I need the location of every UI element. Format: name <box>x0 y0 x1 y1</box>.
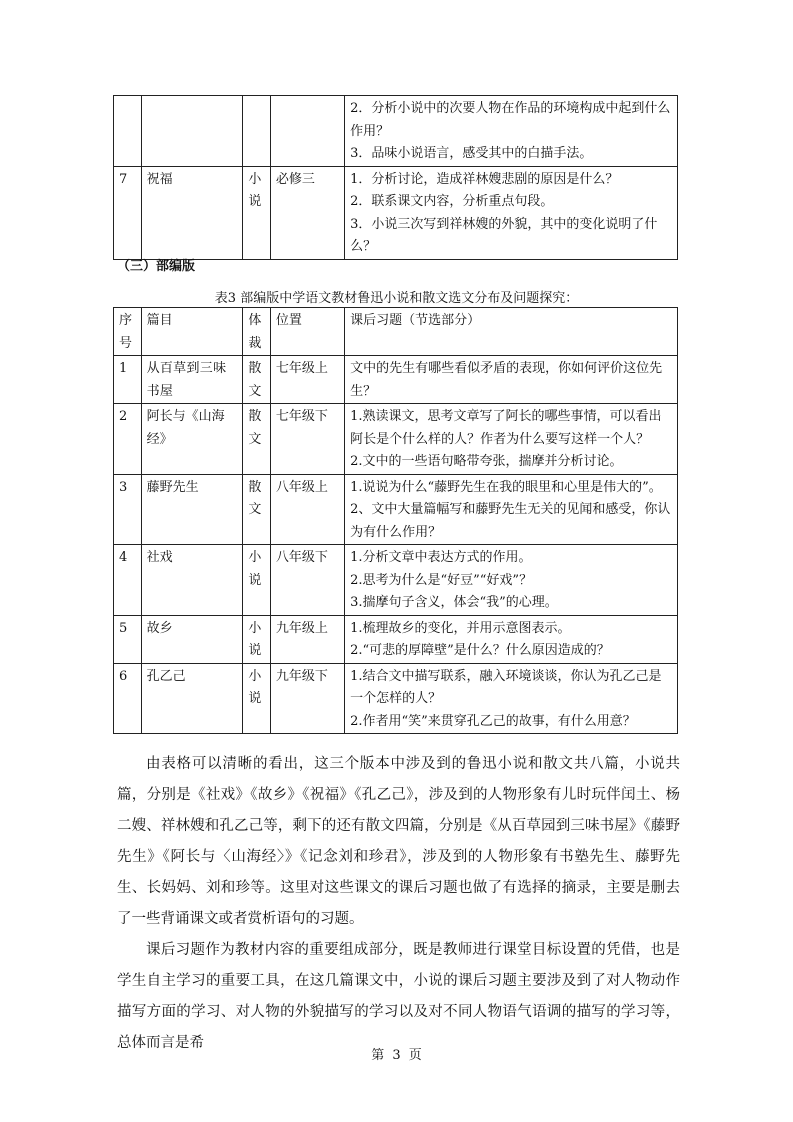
cell-no: 1 <box>114 356 142 404</box>
cell-position: 必修三 <box>270 166 344 259</box>
table-continued <box>113 95 678 260</box>
cell-genre: 散文 <box>243 356 271 404</box>
exercise-line: 1.分析文章中表达方式的作用。 <box>350 550 532 565</box>
exercise-line: 3.揣摩句子含义，体会“我”的心理。 <box>350 595 558 610</box>
table-row <box>114 356 678 404</box>
exercise-line: 2．联系课文内容，分析重点句段。 <box>350 194 554 209</box>
exercise-line: 1．分析讨论，造成祥林嫂悲剧的原因是什么？ <box>350 171 619 187</box>
cell-genre: 散文 <box>243 404 271 475</box>
header-title: 篇目 <box>141 308 243 356</box>
cell-position: 九年级上 <box>270 615 344 663</box>
cell-no: 6 <box>114 663 142 734</box>
cell-genre: 散文 <box>243 474 271 545</box>
cell-position: 七年级下 <box>270 404 344 475</box>
cell-genre <box>243 96 271 167</box>
cell-exercises <box>345 166 678 259</box>
table-caption: 表3 部编版中学语文教材鲁迅小说和散文选文分布及问题探究： <box>214 291 579 306</box>
cell-title <box>141 96 243 167</box>
cell-no: 3 <box>114 474 142 545</box>
cell-exercises <box>345 474 678 545</box>
exercise-line: 1.结合文中描写联系，融入环境谈谈，你认为孔乙己是一个怎样的人？ <box>350 668 662 706</box>
header-exercises: 课后习题（节选部分） <box>345 308 678 356</box>
cell-no: 7 <box>114 166 142 259</box>
exercise-line: 1.说说为什么“藤野先生在我的眼里和心里是伟大的”。 <box>350 479 662 495</box>
table-row <box>114 615 678 663</box>
cell-exercises <box>345 663 678 734</box>
exercise-line: 2.“可悲的厚障壁”是什么？什么原因造成的？ <box>350 643 610 658</box>
cell-no: 2 <box>114 404 142 475</box>
table-header-row <box>114 308 678 356</box>
section-heading: （三）部编版 <box>117 259 196 274</box>
page-number-suffix: 页 <box>408 1048 422 1063</box>
cell-no <box>114 96 142 167</box>
cell-title: 故乡 <box>141 615 243 663</box>
table-row <box>114 166 678 259</box>
cell-exercises <box>345 615 678 663</box>
cell-genre: 小说 <box>243 166 271 259</box>
exercise-line: 2、文中大量篇幅写和藤野先生无关的见闻和感受，你认为有什么作用？ <box>350 502 671 540</box>
table-row <box>114 545 678 616</box>
cell-exercises <box>345 96 678 167</box>
page-number-value: 3 <box>392 1048 401 1063</box>
exercise-line: 1.熟读课文，思考文章写了阿长的哪些事情，可以看出阿长是个什么样的人？作者为什么要写这样一个人？ <box>350 409 662 447</box>
exercise-line: 3．品味小说语言，感受其中的白描手法。 <box>350 146 593 161</box>
cell-genre: 小说 <box>243 663 271 734</box>
table-row <box>114 663 678 734</box>
cell-title: 藤野先生 <box>141 474 243 545</box>
body-paragraph: 课后习题作为教材内容的重要组成部分，既是教师进行课堂目标设置的凭借，也是学生自主学习的重要工具，在这几篇课文中，小说的课后习题主要涉及到了对人物动作描写方面的学习、对人物的外貌描写的学习以及对不同人物语气语调的描写的学习等，总体而言是希 <box>117 942 680 1051</box>
cell-position: 八年级上 <box>270 474 344 545</box>
cell-title: 阿长与《山海经》 <box>141 404 243 475</box>
cell-title: 祝福 <box>141 166 243 259</box>
cell-title: 社戏 <box>141 545 243 616</box>
exercise-line: 2．分析小说中的次要人物在作品的环境构成中起到什么作用？ <box>350 101 671 139</box>
cell-position: 七年级上 <box>270 356 344 404</box>
exercise-line: 文中的先生有哪些看似矛盾的表现，你如何评价这位先生？ <box>350 361 663 399</box>
exercise-line: 2.思考为什么是“好豆”“好戏”？ <box>350 572 533 588</box>
cell-genre: 小说 <box>243 545 271 616</box>
exercise-line: 2.文中的一些语句略带夸张，揣摩并分析讨论。 <box>350 454 623 469</box>
header-position: 位置 <box>270 308 344 356</box>
cell-no: 5 <box>114 615 142 663</box>
header-no: 序号 <box>114 308 142 356</box>
exercise-line: 3．小说三次写到祥林嫂的外貌，其中的变化说明了什么？ <box>350 216 658 254</box>
cell-title: 从百草到三味书屋 <box>141 356 243 404</box>
cell-position: 九年级下 <box>270 663 344 734</box>
header-genre: 体裁 <box>243 308 271 356</box>
cell-genre: 小说 <box>243 615 271 663</box>
table-row <box>114 474 678 545</box>
exercise-line: 1.梳理故乡的变化，并用示意图表示。 <box>350 620 571 636</box>
cell-position: 八年级下 <box>270 545 344 616</box>
lu-xun-table <box>113 307 678 734</box>
table-row <box>114 404 678 475</box>
cell-position <box>270 96 344 167</box>
body-paragraph: 由表格可以清晰的看出，这三个版本中涉及到的鲁迅小说和散文共八篇，小说共篇，分别是《社戏》《故乡》《祝福》《孔乙己》，涉及到的人物形象有儿时玩伴闰土、杨二嫂、祥林嫂和孔乙己等，剩下的还有散文四篇，分别是《从百草园到三味书屋》《藤野先生》《阿长与〈山海经〉》《记念刘和珍君》，涉及到的人物形象有书塾先生、藤野先生、长妈妈、刘和珍等。这里对这些课文的课后习题也做了有选择的摘录，主要是删去了一些背诵课文或者赏析语句的习题。 <box>117 756 680 927</box>
cell-exercises <box>345 404 678 475</box>
exercise-line: 2.作者用“笑”来贯穿孔乙己的故事，有什么用意？ <box>350 713 636 729</box>
cell-exercises <box>345 545 678 616</box>
cell-title: 孔乙己 <box>141 663 243 734</box>
cell-exercises <box>345 356 678 404</box>
table-row <box>114 96 678 167</box>
cell-no: 4 <box>114 545 142 616</box>
page-number-prefix: 第 <box>371 1048 385 1063</box>
page-number <box>0 1044 793 1063</box>
